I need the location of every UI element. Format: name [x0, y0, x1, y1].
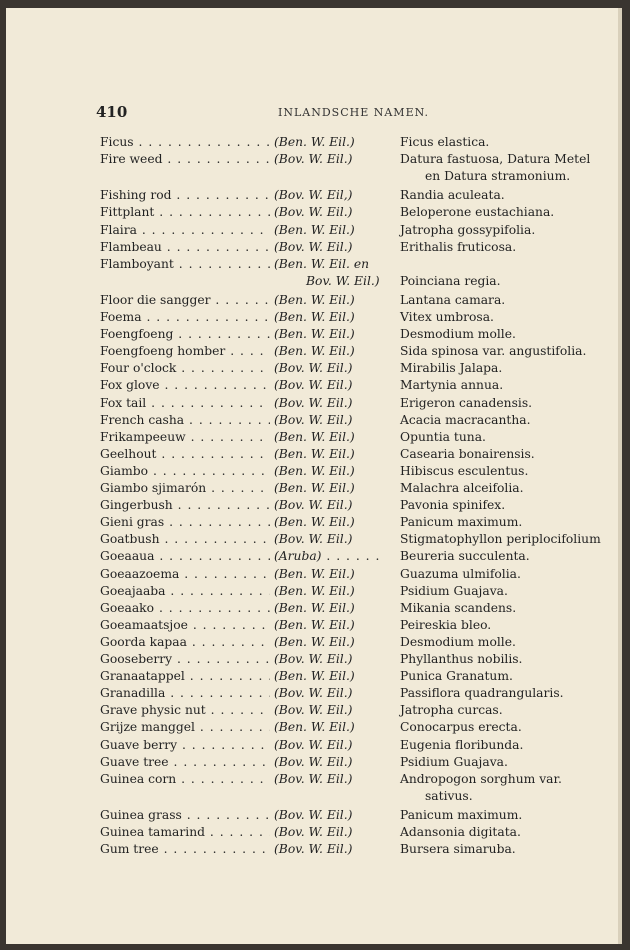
scientific-name: Mikania scandens. — [400, 600, 517, 615]
entry-row — [6, 447, 618, 464]
entry-row — [6, 738, 618, 755]
entry-row — [6, 223, 618, 240]
scientific-name: Malachra alceifolia. — [400, 481, 524, 495]
vernacular-name: Grijze manggel . . . — [100, 720, 270, 734]
entry-row — [6, 808, 618, 825]
source-region: (Ben. W. Eil.) — [274, 669, 355, 684]
source-region: (Ben. W. Eil.) — [274, 292, 355, 307]
vernacular-name: Granadilla . . . — [100, 686, 270, 700]
vernacular-name: Gum tree . . . — [100, 842, 270, 856]
scientific-name: Datura fastuosa, Datura Metel — [400, 152, 591, 167]
scientific-name: Vitex umbrosa. — [400, 310, 494, 324]
scientific-name: Guazuma ulmifolia. — [400, 566, 521, 581]
entry-row — [6, 257, 618, 274]
vernacular-name: Flaira . . . — [100, 223, 270, 237]
source-region-continued: Bov. W. Eil.) — [306, 273, 380, 288]
scientific-name: Beureria succulenta. — [400, 549, 530, 564]
book-page — [6, 8, 622, 944]
entry-row — [6, 567, 618, 584]
entry-row — [6, 772, 618, 789]
scientific-name: Casearia bonairensis. — [400, 446, 535, 461]
vernacular-name: Goatbush . . . — [100, 532, 270, 546]
vernacular-name: Foengfoeng . . . — [100, 327, 270, 341]
source-region: (Bov. W. Eil.) — [274, 686, 353, 701]
vernacular-name: Flambeau . . . — [100, 240, 270, 254]
scientific-name: Mirabilis Jalapa. — [400, 361, 503, 376]
vernacular-name: Fox glove . . . — [100, 378, 270, 392]
scientific-name: Psidium Guajava. — [400, 583, 508, 598]
source-region: (Bov. W. Eil.) — [274, 152, 353, 167]
source-region: (Bov. W. Eil.) — [274, 825, 353, 839]
source-region: (Ben. W. Eil.) — [274, 327, 355, 342]
vernacular-name: Four o'clock . . . — [100, 361, 270, 375]
scientific-name: Desmodium molle. — [400, 327, 516, 342]
source-region: (Ben. W. Eil.) — [274, 600, 355, 615]
vernacular-name: Ficus . . . — [100, 135, 270, 149]
entry-row — [6, 240, 618, 257]
source-region: (Ben. W. Eil.) — [274, 634, 355, 649]
source-region: (Ben. W. Eil.) — [274, 463, 355, 478]
entry-row — [6, 703, 618, 720]
vernacular-name: Foengfoeng homber . . . — [100, 344, 270, 358]
scientific-name-continued: Poinciana regia. — [400, 273, 501, 288]
vernacular-name: Goeamaatsjoe . . . — [100, 618, 270, 632]
source-region: (Ben. W. Eil. en — [274, 256, 370, 271]
entry-row — [6, 686, 618, 703]
entry-row — [6, 720, 618, 737]
vernacular-name: Gooseberry . . . — [100, 652, 270, 666]
source-region: (Ben. W. Eil.) — [274, 446, 355, 461]
vernacular-name: Fire weed . . . — [100, 152, 270, 166]
source-region: (Ben. W. Eil.) — [274, 617, 355, 632]
source-region: (Ben. W. Eil.) — [274, 583, 355, 598]
entry-row — [6, 618, 618, 635]
scientific-name: Jatropha curcas. — [400, 703, 503, 718]
entry-row — [6, 515, 618, 532]
scientific-name-continued: en Datura stramonium. — [425, 169, 571, 184]
page-header — [6, 103, 618, 123]
source-region: (Ben. W. Eil.) — [274, 344, 355, 359]
scientific-name: Beloperone eustachiana. — [400, 205, 555, 220]
entry-row — [6, 413, 618, 430]
source-region: (Ben. W. Eil.) — [274, 135, 355, 149]
scientific-name: Erithalis fruticosa. — [400, 239, 517, 254]
vernacular-name: Goeaazoema . . . — [100, 567, 270, 581]
source-region: (Ben. W. Eil.) — [274, 566, 355, 581]
scientific-name: Sida spinosa var. angustifolia. — [400, 344, 587, 359]
vernacular-name: Guave tree . . . — [100, 755, 270, 769]
scientific-name: Jatropha gossypifolia. — [400, 222, 536, 237]
source-region: (Bov. W. Eil.) — [274, 807, 353, 822]
vernacular-name: Frikampeeuw . . . — [100, 430, 270, 444]
entry-row — [6, 293, 618, 310]
vernacular-name: Guinea tamarind . . . — [100, 825, 270, 839]
vernacular-name: Granaatappel . . . — [100, 669, 270, 683]
entry-row — [6, 669, 618, 686]
entry-row — [6, 205, 618, 222]
scientific-name: Stigmatophyllon periplocifolium — [400, 532, 601, 547]
entry-row — [6, 344, 618, 361]
vernacular-name: Goeaaua . . . — [100, 549, 270, 563]
vernacular-name: Fittplant . . . — [100, 205, 270, 219]
scientific-name: Panicum maximum. — [400, 515, 523, 530]
scientific-name: Desmodium molle. — [400, 634, 516, 649]
scientific-name: Pavonia spinifex. — [400, 498, 506, 513]
source-region: (Bov. W. Eil.) — [274, 205, 353, 220]
entry-row — [6, 135, 618, 152]
scientific-name: Bursera simaruba. — [400, 842, 516, 857]
entry-row — [6, 378, 618, 395]
scientific-name: Passiflora quadrangularis. — [400, 686, 564, 701]
scientific-name: Andropogon sorghum var. — [400, 771, 562, 786]
source-region: (Bov. W. Eil.) — [274, 703, 353, 718]
vernacular-name: Goeajaaba . . . — [100, 584, 270, 598]
scientific-name-continued: sativus. — [425, 788, 473, 803]
source-region: (Bov. W. Eil,) — [274, 188, 353, 203]
scientific-name: Randia aculeata. — [400, 188, 505, 203]
entry-row — [6, 549, 618, 566]
vernacular-name: Flamboyant . . . — [100, 257, 270, 271]
source-region: (Ben. W. Eil.) — [274, 222, 355, 237]
vernacular-name: Guinea grass . . . — [100, 808, 270, 822]
scientific-name: Psidium Guajava. — [400, 754, 508, 769]
source-region: (Bov. W. Eil.) — [274, 498, 353, 513]
scientific-name: Opuntia tuna. — [400, 429, 486, 444]
vernacular-name: Giambo sjimarón . . . — [100, 481, 270, 495]
scientific-name: Acacia macracantha. — [400, 412, 531, 427]
scientific-name: Conocarpus erecta. — [400, 720, 522, 735]
source-region: (Bov. W. Eil.) — [274, 395, 353, 410]
entry-row — [6, 498, 618, 515]
scientific-name: Panicum maximum. — [400, 807, 523, 822]
source-region: (Ben. W. Eil.) — [274, 310, 355, 324]
source-region: (Bov. W. Eil.) — [274, 737, 353, 752]
source-region: (Aruba) . . . — [274, 549, 394, 563]
entry-row — [6, 396, 618, 413]
vernacular-name: Gieni gras . . . — [100, 515, 270, 529]
vernacular-name: Geelhout . . . — [100, 447, 270, 461]
scientific-name: Eugenia floribunda. — [400, 737, 524, 752]
entry-row — [6, 635, 618, 652]
vernacular-name: French casha . . . — [100, 413, 270, 427]
entry-row — [6, 532, 618, 549]
scientific-name: Punica Granatum. — [400, 669, 513, 684]
scientific-name: Phyllanthus nobilis. — [400, 652, 523, 666]
source-region: (Ben. W. Eil.) — [274, 720, 355, 735]
scientific-name: Adansonia digitata. — [400, 825, 521, 839]
source-region: (Bov. W. Eil.) — [274, 412, 353, 427]
scientific-name: Lantana camara. — [400, 292, 506, 307]
source-region: (Bov. W. Eil.) — [274, 532, 353, 547]
entry-row — [6, 842, 618, 859]
entry-row — [6, 152, 618, 169]
scientific-name: Hibiscus esculentus. — [400, 463, 529, 478]
entry-row — [6, 652, 618, 669]
entry-row — [6, 430, 618, 447]
entry-row — [6, 601, 618, 618]
source-region: (Ben. W. Eil.) — [274, 481, 355, 495]
vernacular-name: Gingerbush . . . — [100, 498, 270, 512]
vernacular-name: Goeaako . . . — [100, 601, 270, 615]
entry-row — [6, 327, 618, 344]
entry-row — [6, 361, 618, 378]
source-region: (Bov. W. Eil.) — [274, 771, 353, 786]
source-region: (Ben. W. Eil.) — [274, 429, 355, 444]
vernacular-name: Grave physic nut . . . — [100, 703, 270, 717]
scientific-name: Ficus elastica. — [400, 135, 490, 149]
source-region: (Bov. W. Eil.) — [274, 239, 353, 254]
vernacular-name: Guinea corn . . . — [100, 772, 270, 786]
source-region: (Bov. W. Eil.) — [274, 361, 353, 376]
vernacular-name: Guave berry . . . — [100, 738, 270, 752]
vernacular-name: Floor die sangger . . . — [100, 293, 270, 307]
vernacular-name: Giambo . . . — [100, 464, 270, 478]
page-number: 410 — [96, 103, 128, 121]
source-region: (Bov. W. Eil.) — [274, 842, 353, 857]
entry-row — [6, 464, 618, 481]
entry-row — [6, 584, 618, 601]
scientific-name: Peireskia bleo. — [400, 617, 492, 632]
entry-row — [6, 481, 618, 498]
running-title: INLANDSCHE NAMEN. — [278, 106, 430, 119]
entry-row — [6, 188, 618, 205]
vernacular-name: Foema . . . — [100, 310, 270, 324]
entry-row — [6, 825, 618, 842]
vernacular-name: Goorda kapaa . . . — [100, 635, 270, 649]
source-region: (Bov. W. Eil.) — [274, 652, 353, 666]
entry-row — [6, 755, 618, 772]
vernacular-name: Fishing rod . . . — [100, 188, 270, 202]
scientific-name: Martynia annua. — [400, 378, 504, 393]
source-region: (Ben. W. Eil.) — [274, 515, 355, 530]
entry-row — [6, 310, 618, 327]
source-region: (Bov. W. Eil.) — [274, 378, 353, 393]
source-region: (Bov. W. Eil.) — [274, 754, 353, 769]
vernacular-name: Fox tail . . . — [100, 396, 270, 410]
scientific-name: Erigeron canadensis. — [400, 395, 533, 410]
